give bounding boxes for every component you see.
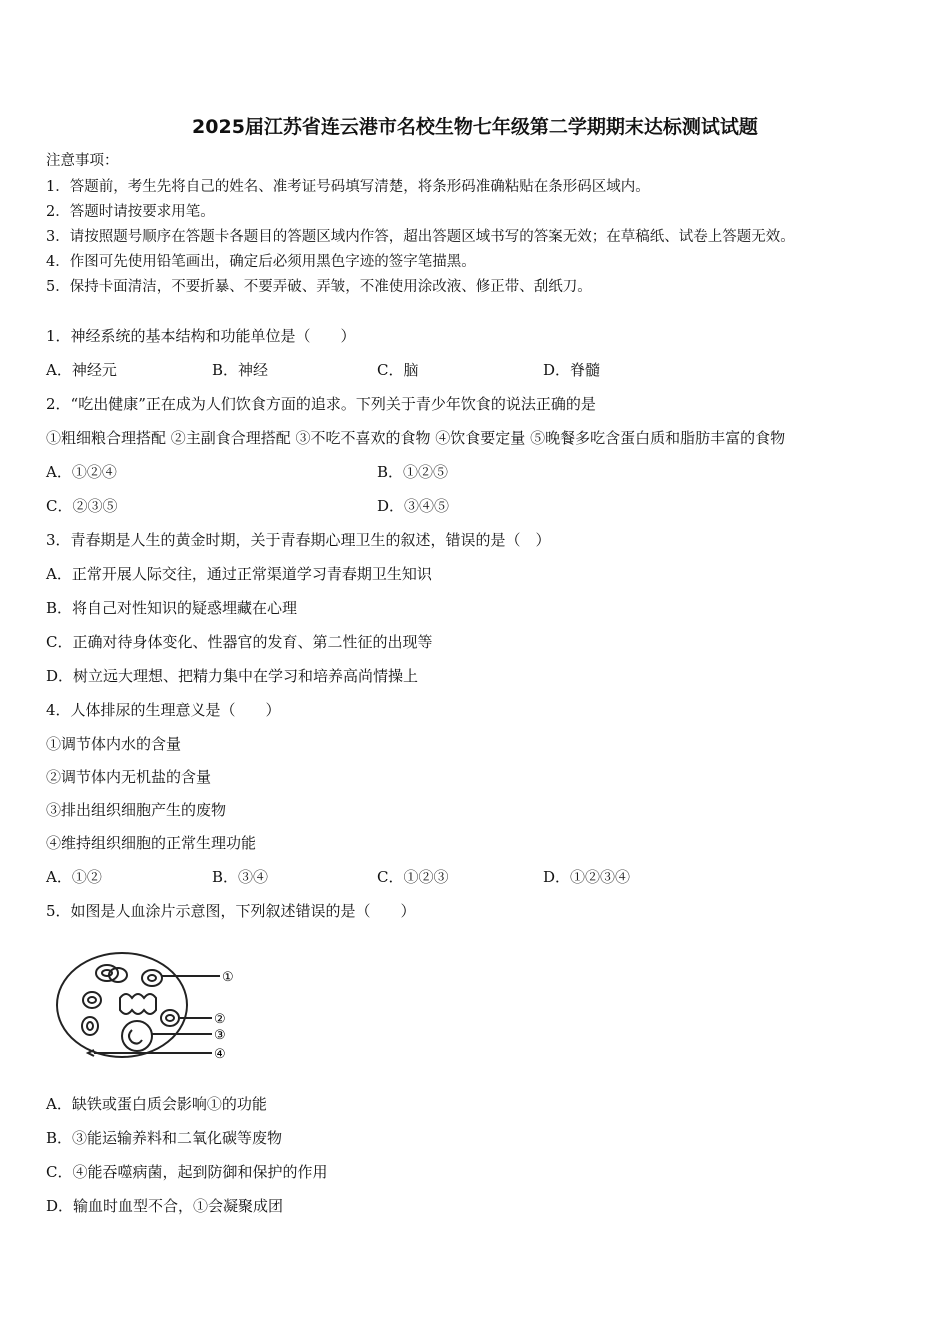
red-blood-cell xyxy=(83,992,101,1008)
q1-option-b: B．神经 xyxy=(212,361,269,379)
q2-option-a: A．①②④ xyxy=(46,463,117,481)
q4-option-b: B．③④ xyxy=(212,868,269,886)
red-blood-cell xyxy=(82,1017,98,1035)
figure-label-1: ① xyxy=(222,970,234,985)
q4-statement: ④维持组织细胞的正常生理功能 xyxy=(46,834,257,852)
q2-option-b: B．①②⑤ xyxy=(377,463,449,481)
notice-heading: 注意事项： xyxy=(46,153,119,169)
question-3-stem: 3．青春期是人生的黄金时期，关于青春期心理卫生的叙述，错误的是（ ） xyxy=(46,531,551,549)
notice-item: 4．作图可先使用铅笔画出，确定后必须用黑色字迹的签字笔描黑。 xyxy=(46,254,476,270)
red-blood-cell-stack xyxy=(120,994,156,1014)
question-5-stem: 5．如图是人血涂片示意图，下列叙述错误的是（ ） xyxy=(46,902,416,920)
q1-option-a: A．神经元 xyxy=(46,361,117,379)
notice-item: 5．保持卡面清洁，不要折暴、不要弄破、弄皱，不准使用涂改液、修正带、刮纸刀。 xyxy=(46,279,592,295)
figure-label-3: ③ xyxy=(214,1028,226,1043)
q3-option-b: B．将自己对性知识的疑惑埋藏在心理 xyxy=(46,599,298,617)
q4-statement: ③排出组织细胞产生的废物 xyxy=(46,801,227,819)
question-2-stem: 2．“吃出健康”正在成为人们饮食方面的追求。下列关于青少年饮食的说法正确的是 xyxy=(46,395,596,413)
q2-option-d: D．③④⑤ xyxy=(377,497,450,515)
question-4-stem: 4．人体排尿的生理意义是（ ） xyxy=(46,701,281,719)
q3-option-d: D．树立远大理想、把精力集中在学习和培养高尚情操上 xyxy=(46,667,419,685)
page-title: 2025届江苏省连云港市名校生物七年级第二学期期末达标测试试题 xyxy=(192,116,758,138)
red-blood-cell xyxy=(87,1022,93,1030)
q4-statement: ②调节体内无机盐的含量 xyxy=(46,768,212,786)
q5-option-d: D．输血时血型不合，①会凝聚成团 xyxy=(46,1197,284,1215)
q4-option-d: D．①②③④ xyxy=(543,868,631,886)
notice-item: 1．答题前，考生先将自己的姓名、准考证号码填写清楚，将条形码准确粘贴在条形码区域内。 xyxy=(46,179,650,195)
figure-label-4: ④ xyxy=(214,1047,226,1062)
q2-statements: ①粗细粮合理搭配 ②主副食合理搭配 ③不吃不喜欢的食物 ④饮食要定量 ⑤晚餐多吃含蛋白质和脂肪丰富的食物 xyxy=(46,429,786,447)
white-blood-cell-nucleus xyxy=(129,1030,142,1044)
question-1-stem: 1．神经系统的基本结构和功能单位是（ ） xyxy=(46,327,356,345)
red-blood-cell xyxy=(161,1010,179,1026)
q3-option-a: A．正常开展人际交往，通过正常渠道学习青春期卫生知识 xyxy=(46,565,432,583)
q1-option-c: C．脑 xyxy=(377,361,419,379)
white-blood-cell xyxy=(122,1021,152,1051)
red-blood-cell xyxy=(88,997,96,1003)
figure-label-2: ② xyxy=(214,1012,226,1027)
notice-item: 2．答题时请按要求用笔。 xyxy=(46,204,215,220)
q2-option-c: C．②③⑤ xyxy=(46,497,118,515)
q5-option-c: C．④能吞噬病菌，起到防御和保护的作用 xyxy=(46,1163,328,1181)
q1-option-d: D．脊髓 xyxy=(543,361,601,379)
q4-statement: ①调节体内水的含量 xyxy=(46,735,182,753)
red-blood-cell xyxy=(142,970,162,986)
q5-option-b: B．③能运输养料和二氧化碳等废物 xyxy=(46,1129,283,1147)
blood-smear-diagram xyxy=(52,948,252,1068)
red-blood-cell xyxy=(166,1015,174,1021)
q4-option-a: A．①② xyxy=(46,868,102,886)
red-blood-cell xyxy=(96,965,118,981)
red-blood-cell xyxy=(148,975,156,981)
q5-option-a: A．缺铁或蛋白质会影响①的功能 xyxy=(46,1095,267,1113)
q4-option-c: C．①②③ xyxy=(377,868,449,886)
q3-option-c: C．正确对待身体变化、性器官的发育、第二性征的出现等 xyxy=(46,633,433,651)
notice-item: 3．请按照题号顺序在答题卡各题目的答题区域内作答，超出答题区域书写的答案无效；在草稿纸、试卷上答题无效。 xyxy=(46,229,795,245)
